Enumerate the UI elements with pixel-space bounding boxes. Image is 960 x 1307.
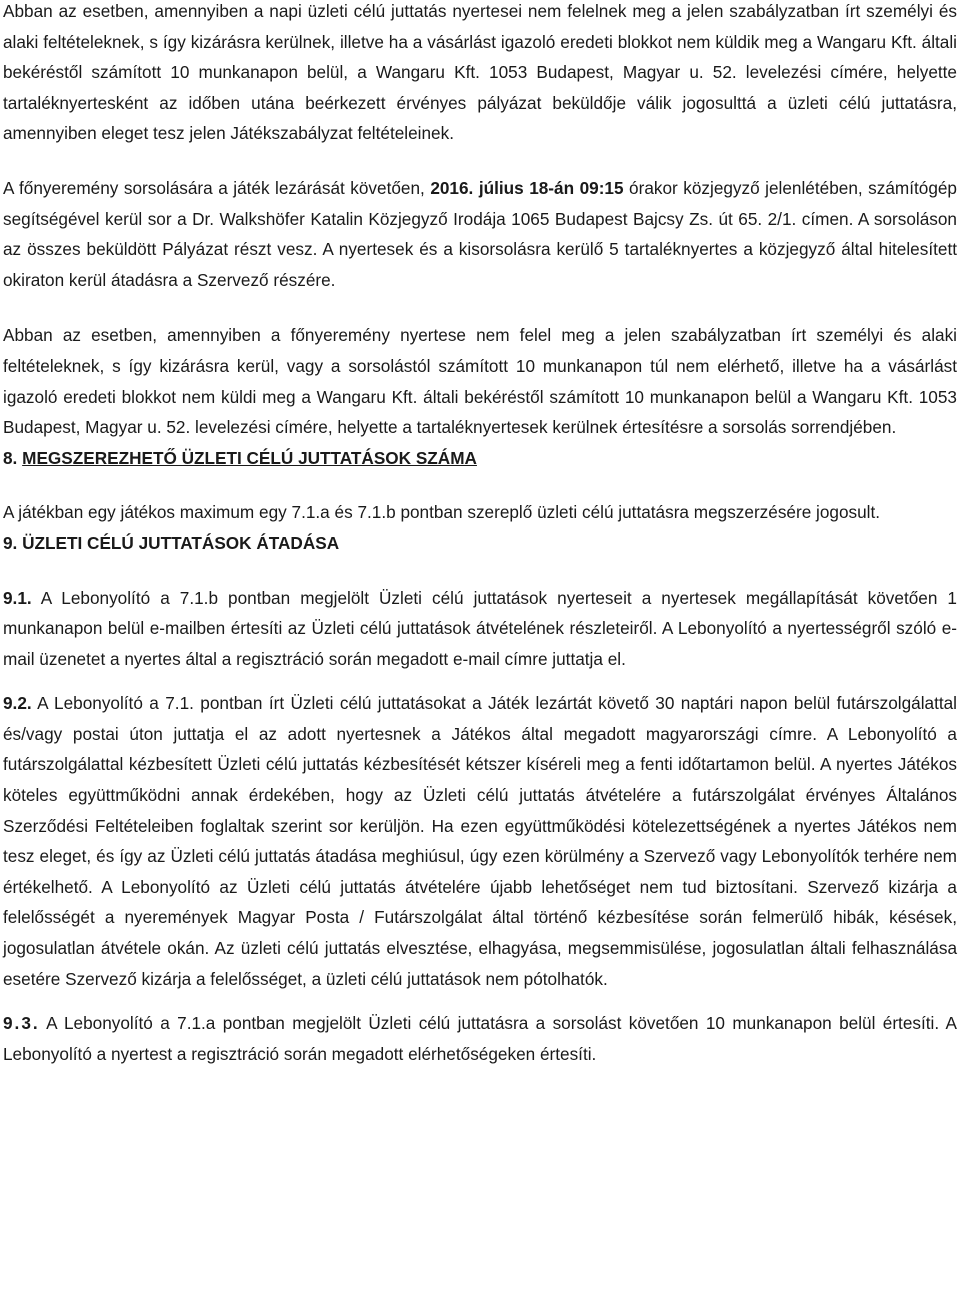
paragraph-main-prize-draw (3, 173, 957, 295)
section-9-3-number: 9.3. (3, 1013, 40, 1034)
section-9-3-text: A Lebonyolító a 7.1.a pontban megjelölt Üzleti célú juttatásra a sorsolást követően 10 munkanapon belül értesíti. A Lebonyolító a nyertest a regisztráció során megadott elérhetőségeken értesíti. (3, 1013, 957, 1064)
paragraph-9-3 (3, 1008, 957, 1069)
draw-date: 2016. július 18-án 09:15 (430, 177, 624, 198)
section-9-heading: 9. ÜZLETI CÉLÚ JUTTATÁSOK ÁTADÁSA (3, 532, 340, 553)
section-8-number: 8. (3, 447, 18, 468)
section-8-title: MEGSZEREZHETŐ ÜZLETI CÉLÚ JUTTATÁSOK SZÁMA (22, 447, 477, 468)
section-9-2-text: A Lebonyolító a 7.1. pontban írt Üzleti célú juttatásokat a Játék lezártát követő 30 naptári napon belül futárszolgálattal és/vagy postai úton juttatja el az adott nyertesnek a Játékos által megadott magyarországi címre. A Lebonyolító a futárszolgálattal kézbesített Üzleti célú juttatás kézbesítését kétszer kíséreli meg a fenti időtartamon belül. A nyertes Játékos köteles együttműködni annak érdekében, hogy az Üzleti célú juttatás átvételére a futárszolgálat érvényes Általános Szerződési Feltételeiben foglaltak szerint sor kerüljön. Ha ezen együttműködési kötelezettségének a nyertes Játékos nem tesz eleget, és így az Üzleti célú juttatás átadása meghiúsul, úgy ezen körülmény a Szervező vagy Lebonyolítók terhére nem értékelhető. A Lebonyolító az Üzleti célú juttatás átvételére újabb lehetőséget nem tud biztosítani. Szervező kizárja a felelősségét a nyeremények Magyar Posta / Futárszolgálat által történő kézbesítése során felmerülő hibák, késések, jogosulatlan átvétele okán. Az üzleti célú juttatás elvesztése, elhagyása, megsemmisülése, jogosulatlan általi felhasználása esetére Szervező kizárja a felelősséget, a üzleti célú juttatások nem pótolhatók. (3, 693, 957, 989)
paragraph-max-prizes: A játékban egy játékos maximum egy 7.1.a és 7.1.b pontban szereplő üzleti célú juttatásra megszerzésére jogosult. (3, 502, 881, 523)
draw-text-start: A főnyeremény sorsolására a játék lezárását követően, (3, 177, 431, 198)
section-8-heading (3, 443, 957, 474)
section-9-2-number: 9.2. (3, 693, 32, 714)
paragraph-daily-winners-exclusion: Abban az esetben, amennyiben a napi üzleti célú juttatás nyertesei nem felelnek meg a jelen szabályzatban írt személyi és alaki feltételeknek, s így kizárásra kerülnek, illetve ha a vásárlást igazoló eredeti blokkot nem küldik meg a Wangaru Kft. általi bekéréstől számított 10 munkanapon belül, a Wangaru Kft. 1053 Budapest, Magyar u. 52. levelezési címére, helyette tartaléknyertesként az időben utána beérkezett érvényes pályázat beküldője válik jogosulttá a üzleti célú juttatásra, amennyiben eleget tesz jelen Játékszabályzat feltételeinek. (3, 1, 957, 144)
paragraph-9-2 (3, 688, 957, 994)
section-9-1-text: A Lebonyolító a 7.1.b pontban megjelölt Üzleti célú juttatások nyerteseit a nyertesek megállapítását követően 1 munkanapon belül e-mailben értesíti az Üzleti célú juttatások átvételének részleteiről. A Lebonyolító a nyertességről szóló e-mail üzenetet a nyertes által a regisztráció során megadott e-mail címre juttatja el. (3, 587, 957, 669)
paragraph-main-prize-exclusion: Abban az esetben, amennyiben a főnyeremény nyertese nem felel meg a jelen szabályzatban írt személyi és alaki feltételeknek, s így kizárásra kerül, vagy a sorsolástól számított 10 munkanapon túl nem elérhető, illetve ha a vásárlást igazoló eredeti blokkot nem küldi meg a Wangaru Kft. általi bekéréstől számított 10 munkanapon belül a Wangaru Kft. 1053 Budapest, Magyar u. 52. levelezési címére, helyette a tartaléknyertesek kerülnek értesítésre a sorsolás sorrendjében. (3, 325, 957, 438)
paragraph-9-1 (3, 583, 957, 675)
section-9-1-number: 9.1. (3, 587, 32, 608)
draw-text-end: órakor közjegyző jelenlétében, számítógép segítségével kerül sor a Dr. Walkshöfer Katalin Közjegyző Irodája 1065 Budapest Bajcsy Zs. út 65. 2/1. címen. A sorsoláson az összes beküldött Pályázat részt vesz. A nyertesek és a kisorsolásra kerülő 5 tartaléknyertes a közjegyző által hitelesített okiraton kerül átadásra a Szervező részére. (3, 177, 957, 290)
